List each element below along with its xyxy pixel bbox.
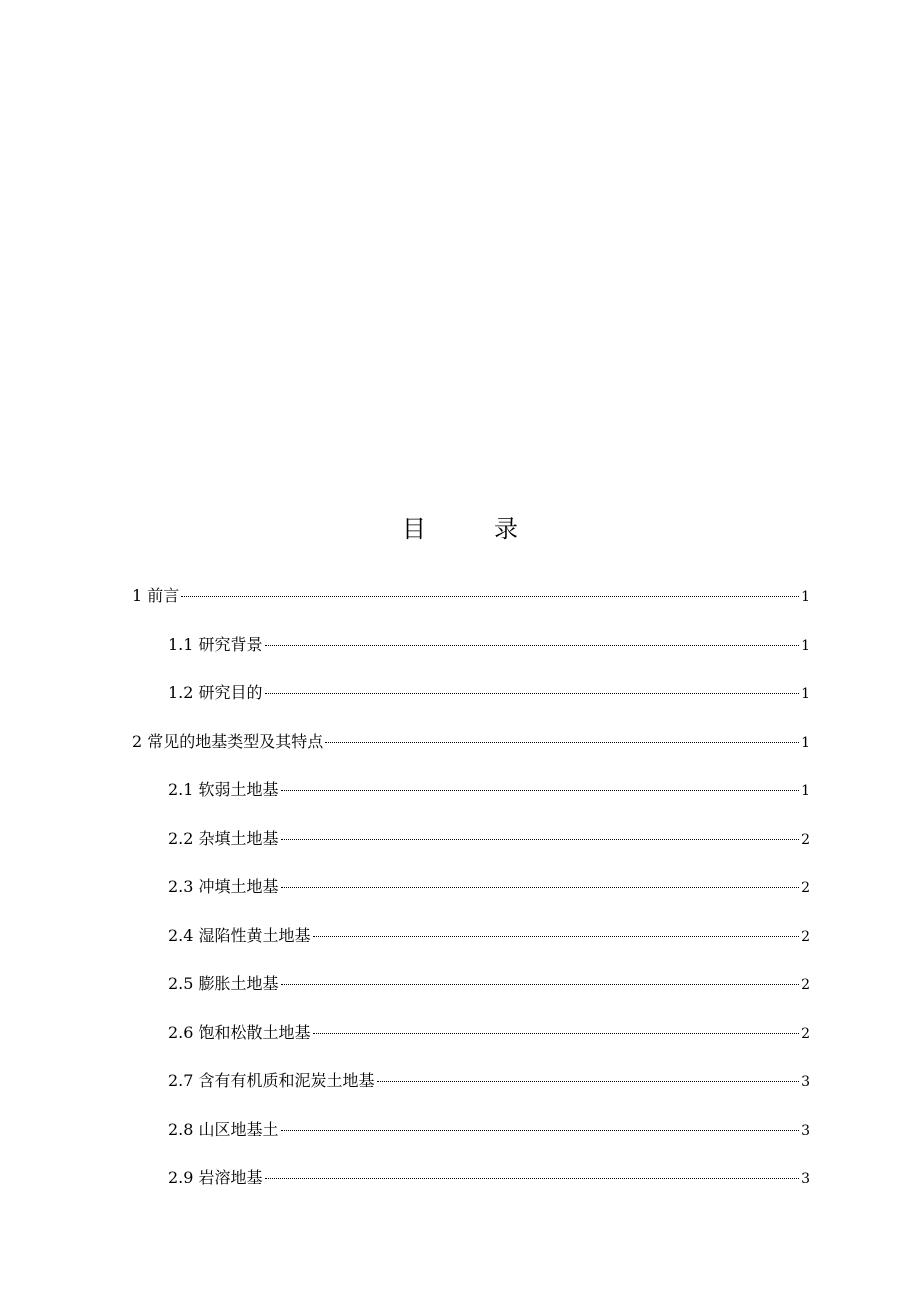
toc-entry[interactable]: [132, 1069, 810, 1118]
toc-dot-leader: [313, 936, 800, 937]
toc-entry-text: 2.4 湿陷性黄土地基: [168, 925, 311, 945]
toc-title: 目 录: [402, 515, 540, 543]
toc-entry[interactable]: [132, 972, 810, 1021]
toc-dot-leader: [313, 1033, 800, 1034]
toc-page-number: 1: [801, 589, 810, 605]
toc-entry[interactable]: [132, 681, 810, 730]
toc-dot-leader: [281, 984, 800, 985]
toc-dot-leader: [281, 1130, 800, 1131]
toc-entry-text: 2.3 冲填土地基: [168, 877, 279, 896]
toc-page-number: 1: [801, 637, 810, 654]
toc-dot-leader: [265, 645, 800, 646]
toc-dot-leader: [377, 1081, 800, 1082]
toc-page-number: 2: [801, 928, 810, 945]
toc-entry-text: 2.6 饱和松散土地基: [168, 1022, 311, 1042]
toc-list: [132, 584, 810, 1215]
toc-page-number: 2: [801, 977, 810, 993]
toc-entry-text: 1 前言: [132, 586, 180, 605]
toc-entry-text: 2.5 膨胀土地基: [168, 974, 279, 993]
toc-dot-leader: [181, 596, 799, 597]
toc-entry-text: 2.7 含有有机质和泥炭土地基: [168, 1071, 375, 1090]
toc-page-number: 1: [801, 734, 810, 751]
toc-entry[interactable]: [132, 584, 810, 633]
toc-entry-text: 2.2 杂填土地基: [168, 828, 279, 848]
toc-entry[interactable]: [132, 1166, 810, 1215]
toc-dot-leader: [281, 790, 800, 791]
toc-entry-text: 2.9 岩溶地基: [168, 1168, 263, 1187]
toc-entry[interactable]: [132, 1021, 810, 1070]
toc-page-number: 1: [801, 783, 810, 799]
toc-entry-text: 2.1 软弱土地基: [168, 780, 279, 799]
toc-entry[interactable]: [132, 633, 810, 682]
toc-dot-leader: [265, 693, 800, 694]
toc-page-number: 2: [801, 831, 810, 848]
toc-entry-text: 2.8 山区地基土: [168, 1119, 279, 1139]
toc-entry[interactable]: [132, 875, 810, 924]
toc-page-number: 3: [801, 1122, 810, 1139]
toc-page-number: 1: [801, 686, 810, 702]
toc-page-number: 3: [801, 1171, 810, 1187]
toc-entry[interactable]: [132, 924, 810, 973]
toc-page-number: 3: [801, 1074, 810, 1090]
toc-entry[interactable]: [132, 1118, 810, 1167]
toc-entry[interactable]: [132, 778, 810, 827]
toc-entry[interactable]: [132, 827, 810, 876]
toc-dot-leader: [265, 1178, 800, 1179]
toc-entry[interactable]: [132, 730, 810, 779]
toc-entry-text: 1.2 研究目的: [168, 683, 263, 702]
toc-entry-text: 2 常见的地基类型及其特点: [132, 731, 324, 751]
toc-dot-leader: [281, 839, 800, 840]
toc-page-number: 2: [801, 1025, 810, 1042]
toc-dot-leader: [325, 742, 799, 743]
toc-page-number: 2: [801, 880, 810, 896]
toc-dot-leader: [281, 887, 800, 888]
toc-entry-text: 1.1 研究背景: [168, 634, 263, 654]
